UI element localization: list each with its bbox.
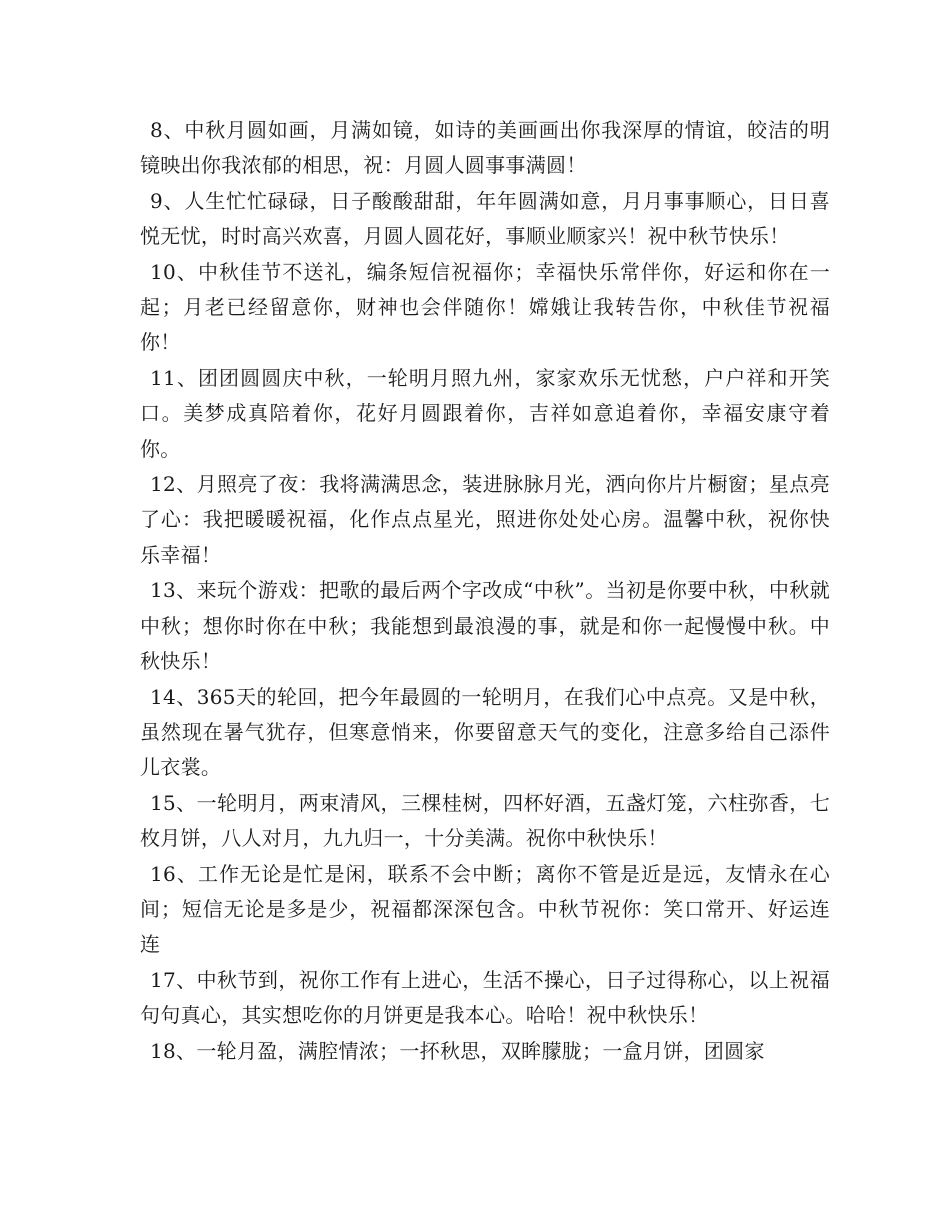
paragraph-13: 13、来玩个游戏：把歌的最后两个字改成“中秋”。当初是你要中秋，中秋就中秋；想你时你在中秋；我能想到最浪漫的事，就是和你一起慢慢中秋。中秋快乐！ [140,578,830,674]
paragraph-18: 18、一轮月盈，满腔情浓；一抔秋思，双眸朦胧；一盒月饼，团圆家 [150,1038,765,1063]
paragraph-11: 11、团团圆圆庆中秋，一轮明月照九州，家家欢乐无忧愁，户户祥和开笑口。美梦成真陪着你，花好月圆跟着你，吉祥如意追着你，幸福安康守着你。 [140,365,830,461]
paragraph-9: 9、人生忙忙碌碌，日子酸酸甜甜，年年圆满如意，月月事事顺心，日日喜悦无忧，时时高兴欢喜，月圆人圆花好，事顺业顺家兴！祝中秋节快乐！ [140,188,830,249]
paragraph-16: 16、工作无论是忙是闲，联系不会中断；离你不管是近是远，友情永在心间；短信无论是多是少，祝福都深深包含。中秋节祝你：笑口常开、好运连连 [140,861,830,957]
paragraph-15: 15、一轮明月，两束清风，三棵桂树，四杯好酒，五盏灯笼，六柱弥香，七枚月饼，八人对月，九九归一，十分美满。祝你中秋快乐！ [140,790,830,851]
document-page [140,113,830,1069]
paragraph-8: 8、中秋月圆如画，月满如镜，如诗的美画画出你我深厚的情谊，皎洁的明镜映出你我浓郁的相思，祝：月圆人圆事事满圆！ [140,118,830,178]
paragraph-12: 12、月照亮了夜：我将满满思念，装进脉脉月光，洒向你片片橱窗；星点亮了心：我把暖暖祝福，化作点点星光，照进你处处心房。温馨中秋，祝你快乐幸福！ [140,472,830,567]
paragraph-17: 17、中秋节到，祝你工作有上进心，生活不操心，日子过得称心，以上祝福句句真心，其实想吃你的月饼更是我本心。哈哈！祝中秋快乐！ [140,967,830,1028]
paragraph-10: 10、中秋佳节不送礼，编条短信祝福你；幸福快乐常伴你，好运和你在一起；月老已经留意你，财神也会伴随你！嫦娥让我转告你，中秋佳节祝福你！ [140,259,830,355]
paragraph-14: 14、365天的轮回，把今年最圆的一轮明月，在我们心中点亮。又是中秋，虽然现在暑气犹存，但寒意悄来，你要留意天气的变化，注意多给自己添件儿衣裳。 [140,684,830,780]
